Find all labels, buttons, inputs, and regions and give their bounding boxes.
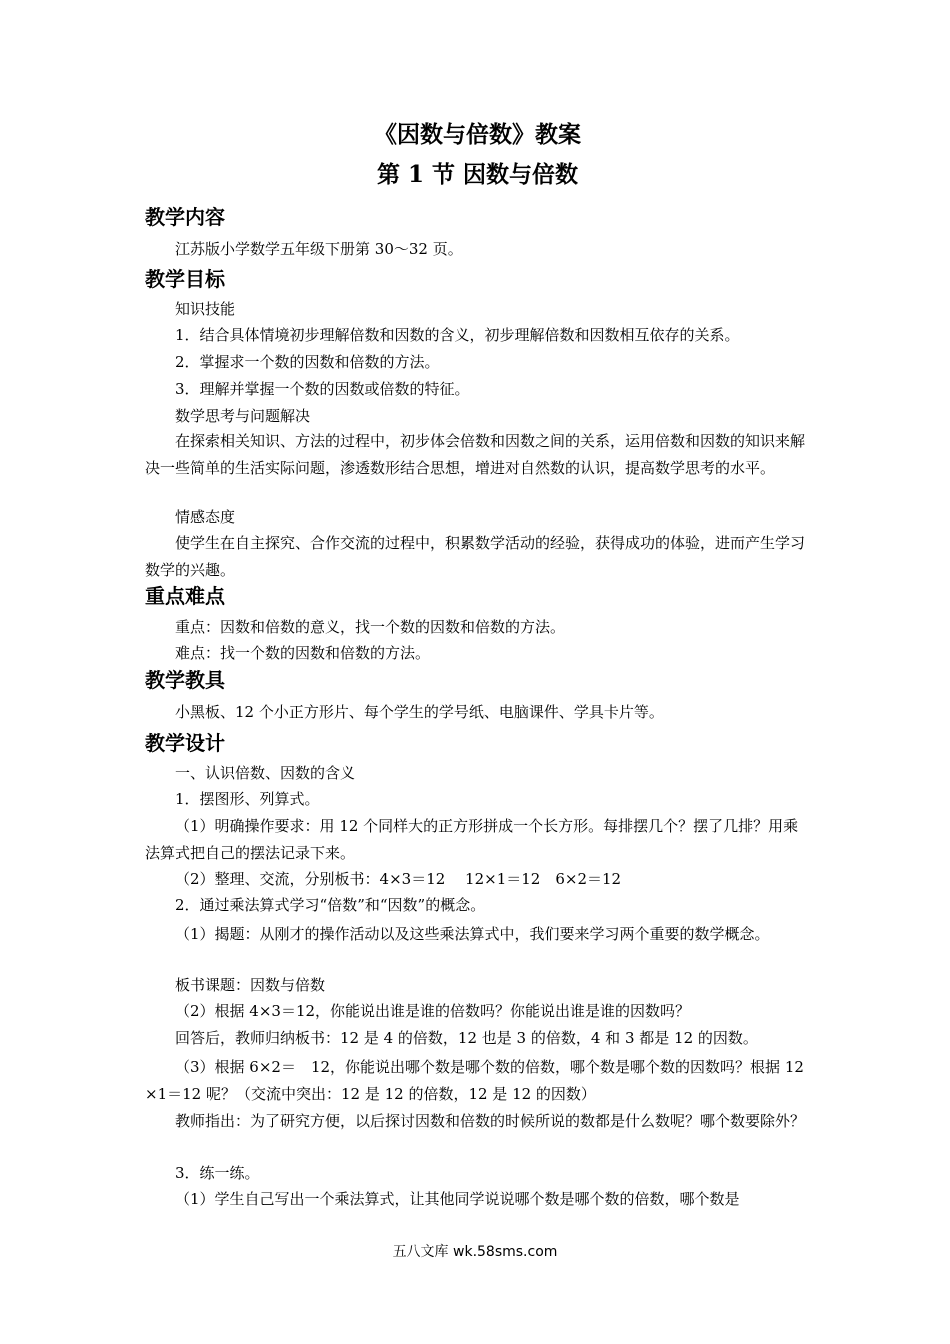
design-step-3: （1）明确操作要求：用 12 个同样大的正方形拼成一个长方形。每排摆几个？摆了几排？用乘法算式把自己的摆法记录下来。 xyxy=(145,817,799,862)
goals-thinking-paragraph: 在探索相关知识、方法的过程中，初步体会倍数和因数之间的关系，运用倍数和因数的知识来解决一些简单的生活实际问题，渗透数形结合思想，增进对自然数的认识，提高数学思考的水平。 xyxy=(145,432,806,477)
document-title: 《因数与倍数》教案 xyxy=(374,121,581,148)
heading-keypoints: 重点难点 xyxy=(145,584,225,608)
design-step-4: （2）整理、交流，分别板书：4×3＝12 12×1＝12 6×2＝12 xyxy=(175,870,622,888)
heading-content: 教学内容 xyxy=(145,205,225,229)
design-step-9: 回答后，教师归纳板书：12 是 4 的倍数，12 也是 3 的倍数，4 和 3 都是 12 的因数。 xyxy=(175,1029,758,1047)
heading-goals: 教学目标 xyxy=(145,267,225,291)
design-step-6: （1）揭题：从刚才的操作活动以及这些乘法算式中，我们要来学习两个重要的数学概念。 xyxy=(175,925,770,943)
tools-paragraph: 小黑板、12 个小正方形片、每个学生的学号纸、电脑课件、学具卡片等。 xyxy=(175,703,664,721)
goals-attitude-paragraph: 使学生在自主探究、合作交流的过程中，积累数学活动的经验，获得成功的体验，进而产生学习数学的兴趣。 xyxy=(145,534,806,579)
goals-item-1: 1．结合具体情境初步理解倍数和因数的含义，初步理解倍数和因数相互依存的关系。 xyxy=(175,326,740,344)
document-subtitle: 第 1 节 因数与倍数 xyxy=(376,161,579,188)
footer-watermark: 五八文库 wk.58sms.com xyxy=(392,1244,558,1260)
design-step-5: 2．通过乘法算式学习“倍数”和“因数”的概念。 xyxy=(175,896,486,914)
design-step-1: 一、认识倍数、因数的含义 xyxy=(175,764,356,782)
heading-design: 教学设计 xyxy=(145,731,225,755)
design-step-13: （1）学生自己写出一个乘法算式，让其他同学说说哪个数是哪个数的倍数，哪个数是 xyxy=(175,1190,740,1208)
design-step-10: （3）根据 6×2＝ 12，你能说出哪个数是哪个数的倍数，哪个数是哪个数的因数吗？根据 12×1＝12 呢？（交流中突出：12 是 12 的倍数，12 是 12 的因数） xyxy=(145,1058,804,1103)
design-step-12: 3．练一练。 xyxy=(175,1164,260,1182)
goals-item-3: 3．理解并掌握一个数的因数或倍数的特征。 xyxy=(175,380,470,398)
keypoints-key: 重点：因数和倍数的意义，找一个数的因数和倍数的方法。 xyxy=(175,618,566,636)
design-step-2: 1．摆图形、列算式。 xyxy=(175,790,320,808)
design-step-11: 教师指出：为了研究方便，以后探讨因数和倍数的时候所说的数都是什么数呢？哪个数要除外？ xyxy=(175,1112,806,1130)
goals-item-2: 2．掌握求一个数的因数和倍数的方法。 xyxy=(175,353,440,371)
content-paragraph: 江苏版小学数学五年级下册第 30～32 页。 xyxy=(175,240,463,258)
goals-subheading-attitude: 情感态度 xyxy=(175,508,236,526)
design-step-8: （2）根据 4×3＝12，你能说出谁是谁的倍数吗？你能说出谁是谁的因数吗？ xyxy=(175,1002,691,1020)
goals-subheading-skills: 知识技能 xyxy=(175,300,236,318)
goals-subheading-thinking: 数学思考与问题解决 xyxy=(175,407,311,425)
design-step-7: 板书课题：因数与倍数 xyxy=(175,976,326,994)
keypoints-difficulty: 难点：找一个数的因数和倍数的方法。 xyxy=(175,644,431,662)
heading-tools: 教学教具 xyxy=(145,668,225,692)
